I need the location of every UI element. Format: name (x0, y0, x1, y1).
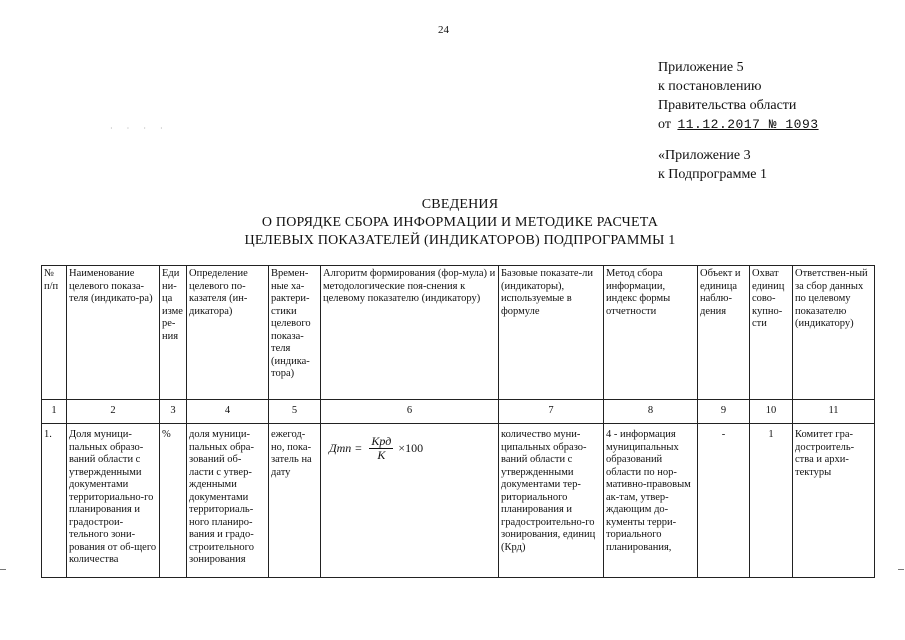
scan-edge-mark (0, 569, 6, 570)
appendix-line: Правительства области (658, 98, 797, 113)
column-number: 11 (793, 400, 875, 424)
row-number: 1. (42, 424, 67, 578)
header-cell: Ответствен-ный за сбор данных по целевому показателю (индикатору) (793, 266, 875, 400)
document-title (160, 196, 760, 250)
column-number: 8 (604, 400, 698, 424)
formula-fraction (369, 435, 393, 462)
formula-rhs: ×100 (398, 440, 424, 455)
header-cell: Охват единиц сово-купно-сти (750, 266, 793, 400)
page-number: 24 (438, 24, 449, 36)
header-cell: Метод сбора информации, индекс формы отчетности (604, 266, 698, 400)
date-prefix: от (658, 117, 671, 132)
observation-object: - (698, 424, 750, 578)
formula-denominator: К (377, 447, 386, 462)
header-cell: Объект и единица наблю-дения (698, 266, 750, 400)
column-number: 3 (160, 400, 187, 424)
collection-method: 4 - информация муниципальных образований области по нор-мативно-правовым ак-там, утвер-ждающим до-кументы терри-ториального планирования, (604, 424, 698, 578)
base-indicators: количество муни-ципальных образо-ваний области с утвержденными документами тер-риториального планирования и градостроительно-го зонирования, единиц (Крд) (499, 424, 604, 578)
table-header-row (42, 266, 875, 400)
indicator-definition: доля муници-пальных обра-зований об-ласти с утвер-жденными документами территориаль-ного планиро-вания и градо-строительного зонирования (187, 424, 269, 578)
column-number: 10 (750, 400, 793, 424)
appendix-block (658, 58, 819, 134)
column-number-row (42, 400, 875, 424)
header-cell: Алгоритм формирования (фор-мула) и методологические поя-снения к целевому показателю (индикатору) (321, 266, 499, 400)
header-cell: Базовые показате-ли (индикаторы), используемые в формуле (499, 266, 604, 400)
date-value: 11.12.2017 № 1093 (677, 117, 819, 132)
indicators-table (41, 265, 875, 578)
formula-cell (321, 424, 499, 578)
inner-appendix-line: «Приложение 3 (658, 148, 751, 163)
formula (323, 429, 496, 467)
scan-dots: · · · · (110, 124, 169, 133)
header-cell: Еди ни-ца изме ре-ния (160, 266, 187, 400)
title-line: ЦЕЛЕВЫХ ПОКАЗАТЕЛЕЙ (ИНДИКАТОРОВ) ПОДПРОГРАММЫ 1 (244, 233, 676, 248)
indicator-name: Доля муници-пальных образо-ваний области с утвержденными документами территориально-го планирования и градострои-тельного зони-рования от об-щего количества (67, 424, 160, 578)
coverage: 1 (750, 424, 793, 578)
column-number: 2 (67, 400, 160, 424)
header-cell: Наименование целевого показа-теля (индикато-ра) (67, 266, 160, 400)
inner-appendix-block (658, 146, 767, 184)
column-number: 9 (698, 400, 750, 424)
formula-lhs: Дтп = (329, 440, 363, 455)
scan-edge-mark (898, 569, 904, 570)
header-cell: Времен-ные ха-рактери-стики целевого показа-теля (индика-тора) (269, 266, 321, 400)
formula-numerator: Крд (371, 433, 392, 448)
column-number: 1 (42, 400, 67, 424)
responsible-party: Комитет гра-достроитель-ства и архи-тектуры (793, 424, 875, 578)
appendix-date-line (658, 115, 819, 134)
unit-of-measure: % (160, 424, 187, 578)
column-number: 7 (499, 400, 604, 424)
inner-appendix-line: к Подпрограмме 1 (658, 167, 768, 182)
header-cell: Определение целевого по-казателя (ин-дикатора) (187, 266, 269, 400)
appendix-line: к постановлению (658, 79, 762, 94)
time-characteristics: ежегод-но, пока-затель на дату (269, 424, 321, 578)
title-line: О ПОРЯДКЕ СБОРА ИНФОРМАЦИИ И МЕТОДИКЕ РАСЧЕТА (261, 215, 659, 230)
column-number: 4 (187, 400, 269, 424)
appendix-line: Приложение 5 (658, 60, 744, 75)
header-cell: № п/п (42, 266, 67, 400)
column-number: 6 (321, 400, 499, 424)
table-row (42, 424, 875, 578)
title-line: СВЕДЕНИЯ (421, 197, 499, 212)
column-number: 5 (269, 400, 321, 424)
